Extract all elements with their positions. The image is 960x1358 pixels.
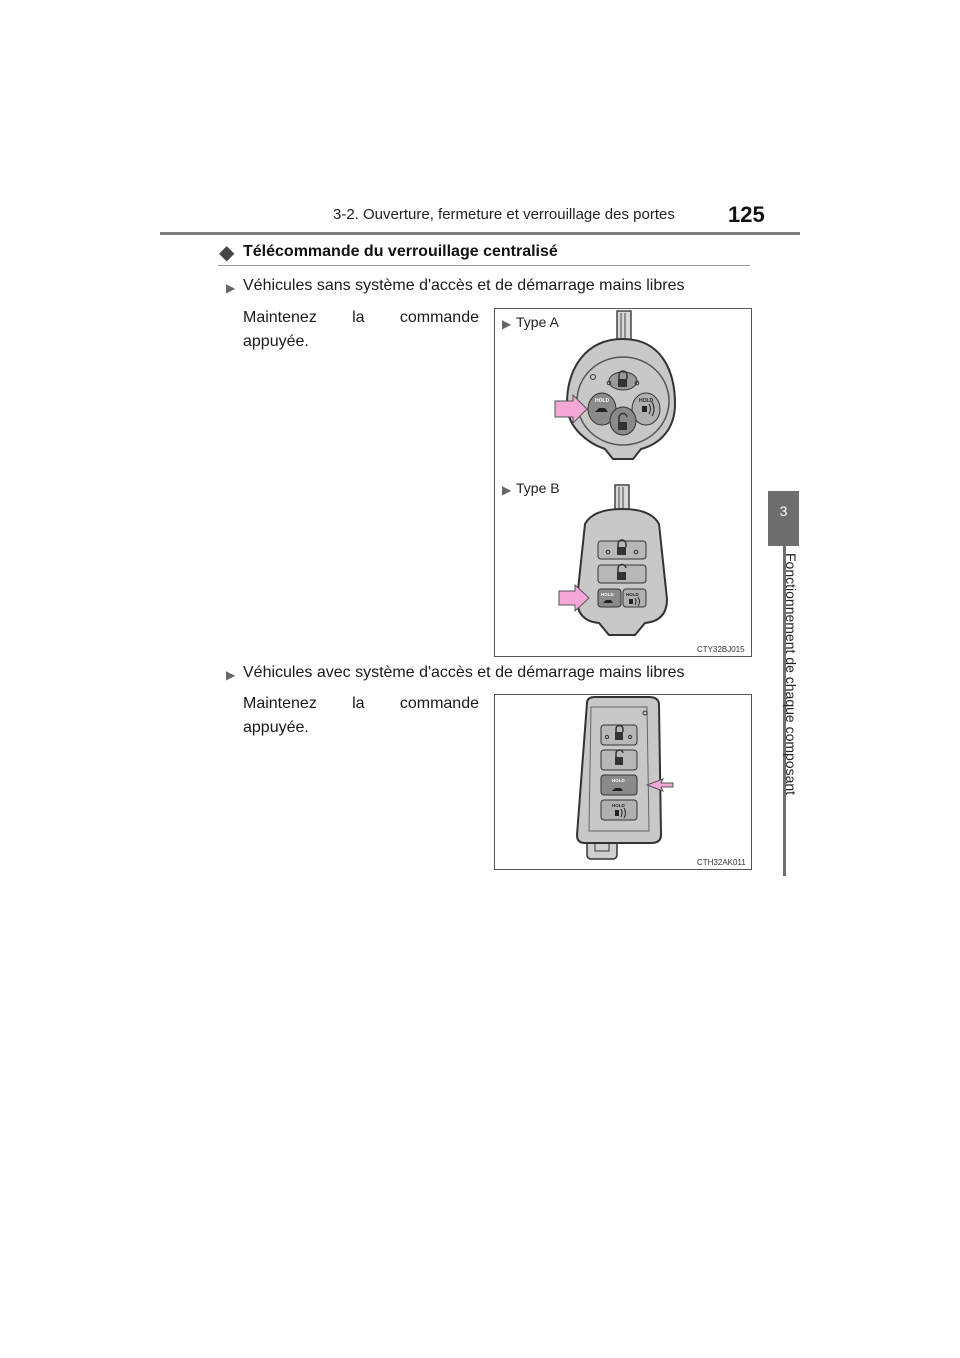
section-rule [218, 265, 750, 266]
page-number: 125 [728, 202, 765, 227]
triangle-right-icon: ▶ [502, 317, 512, 331]
type-b-key-icon [577, 485, 667, 635]
instruction-text [243, 692, 479, 740]
type-a-label: Type A [516, 314, 559, 330]
hold-label: HOLD [626, 592, 639, 597]
hold-label: HOLD [595, 398, 610, 404]
subheading-with-smart-key: Véhicules avec système d'accès et de démarrage mains libres [243, 664, 685, 681]
running-header: 3-2. Ouverture, fermeture et verrouillage des portes [333, 206, 675, 223]
instruction-line: appuyée. [243, 719, 309, 736]
chapter-number: 3 [779, 503, 788, 519]
triangle-right-icon: ▶ [226, 668, 236, 682]
hold-label: HOLD [639, 398, 654, 404]
instruction-text [243, 306, 479, 354]
subheading-without-smart-key: Véhicules sans système d'accès et de démarrage mains libres [243, 277, 685, 294]
figure-key-types [494, 308, 752, 657]
instruction-line: appuyée. [243, 333, 309, 350]
section-title: Télécommande du verrouillage centralisé [243, 243, 558, 260]
header-rule [160, 232, 800, 235]
smart-key-illustration [495, 695, 751, 869]
hold-label: HOLD [601, 592, 614, 597]
triangle-right-icon: ▶ [226, 281, 236, 295]
figure-smart-key [494, 694, 752, 870]
figure-code: CTY32BJ015 [697, 645, 745, 654]
type-b-label: Type B [516, 480, 560, 496]
chapter-label: Fonctionnement de chaque composant [783, 553, 799, 796]
key-illustrations [495, 309, 751, 656]
type-a-key-icon [567, 311, 675, 459]
hold-label: HOLD [612, 803, 625, 808]
instruction-line: Maintenez la commande [243, 309, 479, 326]
triangle-right-icon: ▶ [502, 483, 512, 497]
smart-key-icon [577, 697, 661, 859]
hold-label: HOLD [612, 778, 625, 783]
figure-code: CTH32AK011 [697, 858, 746, 867]
instruction-line: Maintenez la commande [243, 695, 479, 712]
diamond-icon: ◆ [219, 242, 235, 264]
